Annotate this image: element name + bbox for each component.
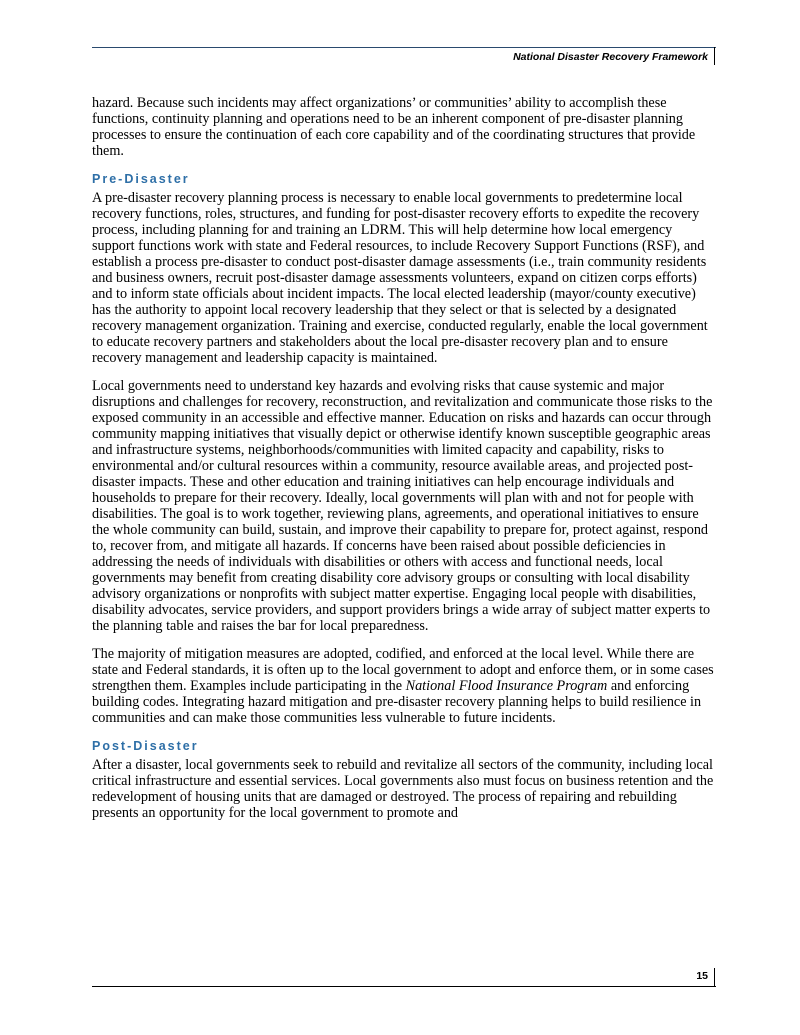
page-number: 15 — [696, 970, 708, 982]
header-rule — [92, 47, 716, 48]
pre-disaster-paragraph-3 — [92, 646, 716, 726]
footer-rule — [92, 986, 716, 987]
post-disaster-paragraph-1: After a disaster, local governments seek to rebuild and revitalize all sectors of the community, including local critical infrastructure and essential services. Local governments also must focus on business retention and the redevelopment of housing units that are damaged or destroyed. The process of repairing and rebuilding presents an opportunity for the local government to promote and — [92, 757, 714, 821]
pre-disaster-paragraph-2: Local governments need to understand key hazards and evolving risks that cause systemic and major disruptions and challenges for recovery, reconstruction, and revitalization and communicate those risks to the exposed community in an accessible and effective manner. Education on risks and hazards can occur through community mapping initiatives that visually depict or otherwise identify known susceptible geographic areas and infrastructure systems, neighborhoods/communities with limited capacity and capability, risks to environmental and/or cultural resources within a community, resource available areas, and projected post-disaster impacts. These and other education and training initiatives can help encourage individuals and households to prepare for their recovery. Ideally, local governments will plan with and not for people with disabilities. The goal is to work together, reviewing plans, agreements, and operational initiatives to ensure the whole community can build, sustain, and improve their capability to prepare for, protect against, respond to, recover from, and mitigate all hazards. If concerns have been raised about possible deficiencies in addressing the needs of individuals with disabilities or others with access and functional needs, local governments may benefit from creating disability core advisory groups or consulting with local disability advisory organizations or nonprofits with subject matter expertise. Engaging local people with disabilities, disability advocates, service providers, and support providers brings a wide array of subject matter experts to the planning table and raises the bar for local preparedness. — [92, 378, 713, 634]
pre-disaster-paragraph-1: A pre-disaster recovery planning process is necessary to enable local governments to predetermine local recovery functions, roles, structures, and funding for post-disaster recovery efforts to expedite the recovery process, including planning for and training an LDRM. This will help determine how local emergency support functions work with state and Federal resources, to include Recovery Support Functions (RSF), and establish a process pre-disaster to conduct post-disaster damage assessments (i.e., train community residents and business owners, recruit post-disaster damage assessments volunteers, expand on citizen corps efforts) and to inform state officials about incident impacts. The local elected leadership (mayor/county executive) has the authority to appoint local recovery leadership that they select or that is selected by a designated recovery management organization. Training and exercise, conducted regularly, enable the local government to educate recovery partners and stakeholders about the local pre-disaster recovery plan and to ensure recovery management and leadership capacity is maintained. — [92, 190, 708, 366]
paragraph-text: The majority of mitigation measures are adopted, codified, and enforced at the local level. While there are state and Federal standards, it is often up to the local government to adopt and enforce them, or in some cases strengthen them. Examples include participating in the — [92, 646, 714, 694]
heading-post-disaster: Post-Disaster — [92, 739, 199, 753]
paragraph-text: and enforcing building codes. Integrating hazard mitigation and pre-disaster recovery planning helps to build resilience in communities and can make those communities less vulnerable to future incidents. — [92, 678, 702, 726]
intro-paragraph: hazard. Because such incidents may affect organizations’ or communities’ ability to accomplish these functions, continuity planning and operations need to be an inherent component of pre-disaster planning processes to ensure the continuation of each core capability and of the coordinating structures that provide them. — [92, 95, 696, 159]
program-name: National Flood Insurance Program — [405, 678, 608, 694]
heading-pre-disaster: Pre-Disaster — [92, 172, 190, 186]
header-tick — [714, 47, 715, 65]
body-content — [92, 95, 716, 833]
header-title: National Disaster Recovery Framework — [513, 51, 708, 63]
footer-tick — [714, 968, 715, 986]
